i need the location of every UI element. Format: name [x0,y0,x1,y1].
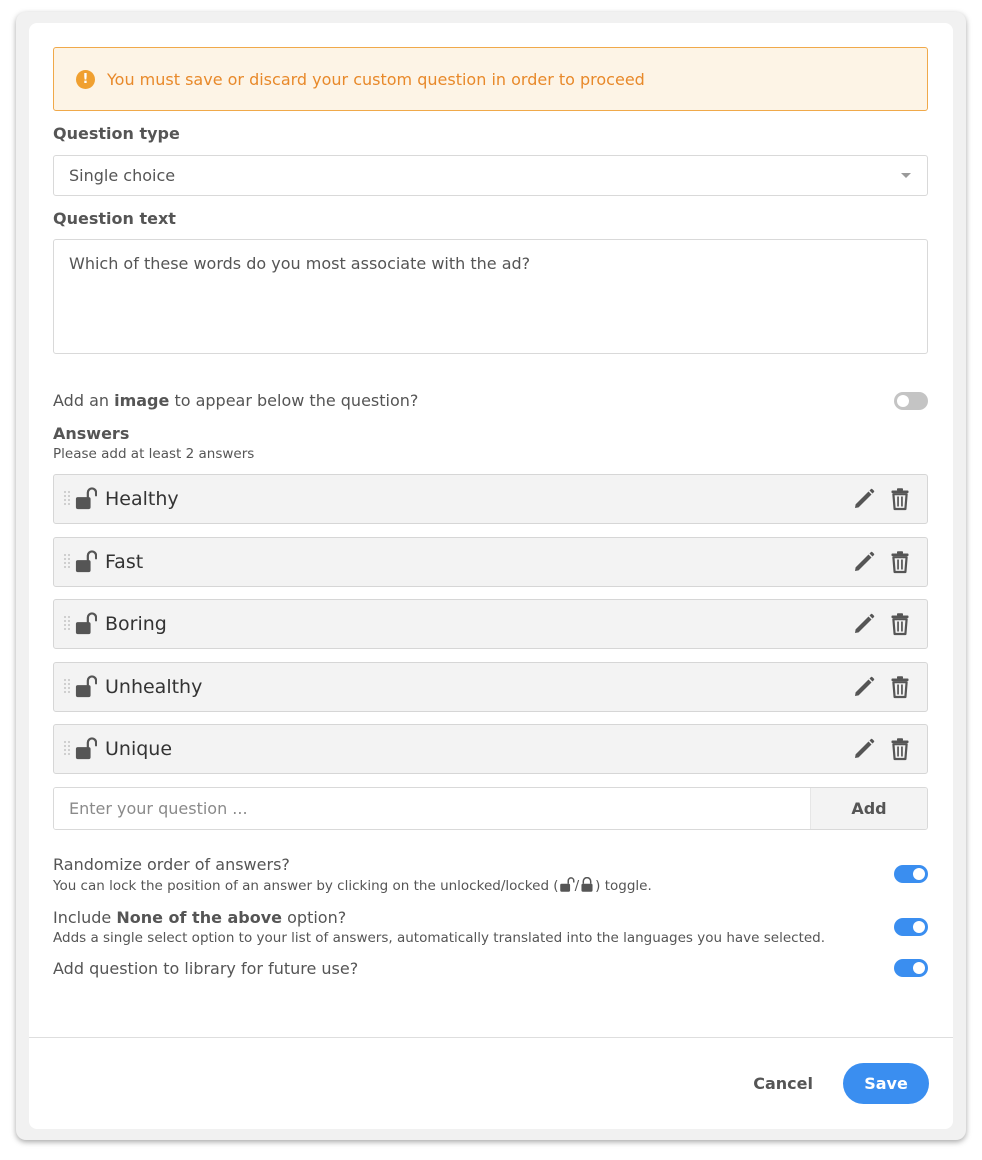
pencil-icon[interactable] [852,487,876,511]
custom-question-card [29,23,953,1129]
trash-icon[interactable] [888,550,912,574]
answers-hint: Please add at least 2 answers [53,446,255,462]
pencil-icon[interactable] [852,737,876,761]
trash-icon[interactable] [888,737,912,761]
answer-row [53,474,928,524]
trash-icon[interactable] [888,612,912,636]
answer-text: Boring [105,613,167,635]
add-answer-button[interactable]: Add [810,788,927,829]
lock-icon [579,877,595,893]
pencil-icon[interactable] [852,675,876,699]
answers-label: Answers [53,424,130,443]
question-text-input[interactable]: Which of these words do you most associate with the ad? [53,239,928,354]
none-option-desc: Adds a single select option to your list of answers, automatically translated into the languages you have selected. [53,929,826,946]
answer-text: Unhealthy [105,675,203,698]
none-option-row [53,908,928,946]
none-option-title-before: Include [53,907,117,927]
drag-handle-icon[interactable] [64,491,70,507]
save-button[interactable]: Save [843,1063,929,1104]
randomize-row [53,855,928,894]
answer-text: Healthy [105,488,179,510]
none-option-title-bold: None of the above [116,907,283,927]
image-toggle-label-bold: image [114,391,170,410]
unlock-icon[interactable] [75,737,97,761]
toggle-knob [897,395,909,407]
modal-footer [753,1063,929,1104]
answer-row [53,599,928,649]
pencil-icon[interactable] [852,612,876,636]
trash-icon[interactable] [888,675,912,699]
unlock-icon[interactable] [75,675,97,699]
unlock-icon[interactable] [75,612,97,636]
library-toggle[interactable] [894,959,928,977]
unlock-icon[interactable] [75,550,97,574]
footer-divider [29,1037,953,1038]
question-type-value: Single choice [69,166,176,185]
alert-icon: ! [76,70,95,89]
answer-row [53,662,928,712]
toggle-knob [913,868,925,880]
image-toggle-label-after: to appear below the question? [169,391,419,410]
warning-alert [53,47,928,111]
alert-text: You must save or discard your custom question in order to proceed [107,69,645,89]
randomize-desc-before: You can lock the position of an answer by clicking on the unlocked/locked ( [53,877,559,894]
unlock-icon [559,877,575,893]
drag-handle-icon[interactable] [64,554,70,570]
toggle-knob [913,921,925,933]
randomize-desc-sep: / [574,877,580,894]
trash-icon[interactable] [888,487,912,511]
pencil-icon[interactable] [852,550,876,574]
answers-list [53,474,928,774]
unlock-icon[interactable] [75,487,97,511]
randomize-desc-after: ) toggle. [595,877,652,894]
question-type-select[interactable] [53,155,928,196]
modal-shadow [16,12,966,1140]
cancel-button[interactable]: Cancel [753,1074,813,1093]
chevron-down-icon [901,173,911,178]
answer-text: Unique [105,738,173,760]
add-answer-row [53,787,928,830]
question-type-label: Question type [53,124,180,143]
add-answer-input[interactable] [54,788,810,829]
none-option-toggle[interactable] [894,918,928,936]
drag-handle-icon[interactable] [64,679,70,695]
none-option-title-after: option? [282,907,347,927]
randomize-toggle[interactable] [894,865,928,883]
answer-text: Fast [105,550,144,573]
library-title: Add question to library for future use? [53,958,359,978]
answer-row [53,537,928,587]
question-text-label: Question text [53,209,176,228]
drag-handle-icon[interactable] [64,616,70,632]
image-toggle[interactable] [894,392,928,410]
randomize-title: Randomize order of answers? [53,854,290,874]
image-toggle-row [53,391,928,410]
randomize-desc [53,877,652,894]
answer-row [53,724,928,774]
drag-handle-icon[interactable] [64,741,70,757]
none-option-title [53,908,825,927]
image-toggle-label [53,391,418,410]
image-toggle-label-before: Add an [53,391,115,410]
library-row [53,959,928,978]
toggle-knob [913,962,925,974]
